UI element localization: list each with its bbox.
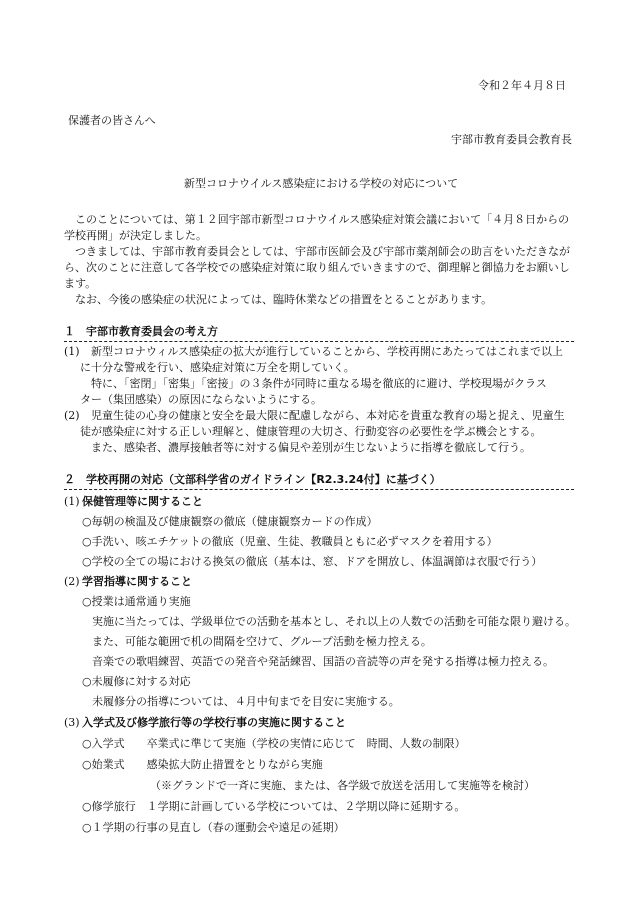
intro-line: ら、次のことに注意して各学校での感染症対策に取り組んでいきますので、御理解と御協力をお願いし: [64, 261, 570, 274]
section1-item-number: (1): [64, 345, 80, 358]
subsection1-heading: 保健管理等に関すること: [82, 495, 203, 508]
list-item: ○毎朝の検温及び健康観察の徹底（健康観察カードの作成）: [82, 515, 378, 528]
section1-item-line: ター（集団感染）の原因にならないようにする。: [80, 393, 322, 406]
list-item: ○始業式 感染拡大防止措置をとりながら実施: [82, 758, 323, 771]
list-item: ○１学期の行事の見直し（春の運動会や遠足の延期）: [82, 821, 345, 834]
section1-item-line: 児童生徒の心身の健康と安全を最大限に配慮しながら、本対応を貴重な教育の場と捉え、児童生: [80, 409, 565, 422]
intro-line: このことについては、第１２回宇部市新型コロナウイルス感染症対策会議において「４月８日からの: [64, 213, 570, 226]
section-divider: [64, 489, 574, 490]
subsection2-heading: 学習指導に関すること: [82, 575, 192, 588]
section1-heading: １ 宇部市教育委員会の考え方: [64, 325, 218, 338]
section1-item-line: 特に、「密閉」「密集」「密接」の３条件が同時に重なる場を徹底的に避け、学校現場がクラス: [80, 377, 547, 390]
list-item: ○修学旅行 １学期に計画している学校については、２学期以降に延期する。: [82, 800, 466, 813]
list-item-detail: 実施に当たっては、学級単位での活動を基本とし、それ以上の人数での活動を可能な限り避ける。: [92, 615, 576, 628]
intro-line: つきましては、宇部市教育委員会としては、宇部市医師会及び宇部市薬剤師会の助言をいただきなが: [64, 245, 570, 258]
list-item: ○手洗い、咳エチケットの徹底（児童、生徒、教職員ともに必ずマスクを着用する）: [82, 535, 498, 548]
list-item: ○入学式 卒業式に準じて実施（学校の実情に応じて 時間、人数の制限）: [82, 737, 466, 750]
intro-line: なお、今後の感染症の状況によっては、臨時休業などの措置をとることがあります。: [64, 293, 493, 306]
document-title: 新型コロナウイルス感染症における学校の対応について: [184, 177, 459, 190]
subsection-number: (1): [64, 495, 80, 508]
list-item: ○学校の全ての場における換気の徹底（基本は、窓、ドアを開放し、体温調節は衣服で行う）: [82, 555, 543, 568]
document-date: 令和２年４月８日: [478, 79, 566, 92]
section1-item-number: (2): [64, 409, 80, 422]
section1-item-line: また、感染者、濃厚接触者等に対する偏見や差別が生じないように指導を徹底して行う。: [80, 441, 531, 454]
section1-item-line: 徒が感染症に対する正しい理解と、健康管理の大切さ、行動変容の必要性を学ぶ機会とする。: [80, 425, 542, 438]
list-item-note: （※グランドで一斉に実施、または、各学級で放送を活用して実施等を検討）: [150, 779, 535, 792]
list-item-detail: 未履修分の指導については、４月中旬までを目安に実施する。: [92, 695, 400, 708]
intro-line: 学校再開」が決定しました。: [64, 229, 207, 242]
list-item-detail: 音楽での歌唱練習、英語での発音や発話練習、国語の音読等の声を発する指導は極力控える。: [92, 655, 554, 668]
subsection-number: (3): [64, 716, 80, 729]
list-item: ○未履修に対する対応: [82, 675, 191, 688]
list-item: ○授業は通常通り実施: [82, 595, 191, 608]
sender: 宇部市教育委員会教育長: [451, 133, 572, 146]
section1-item-line: に十分な警戒を行い、感染症対策に万全を期していく。: [80, 361, 355, 374]
section1-item-line: 新型コロナウィルス感染症の拡大が進行していることから、学校再開にあたってはこれまで以上: [80, 345, 564, 358]
subsection3-heading: 入学式及び修学旅行等の学校行事の実施に関すること: [82, 716, 346, 729]
list-item-detail: また、可能な範囲で机の間隔を空けて、グループ活動を極力控える。: [92, 635, 432, 648]
recipient: 保護者の皆さんへ: [68, 114, 156, 127]
intro-line: ます。: [64, 277, 97, 290]
section-divider: [64, 341, 574, 342]
subsection-number: (2): [64, 575, 80, 588]
section2-heading: ２ 学校再開の対応（文部科学省のガイドライン【R2.3.24付】に基づく）: [64, 473, 441, 486]
